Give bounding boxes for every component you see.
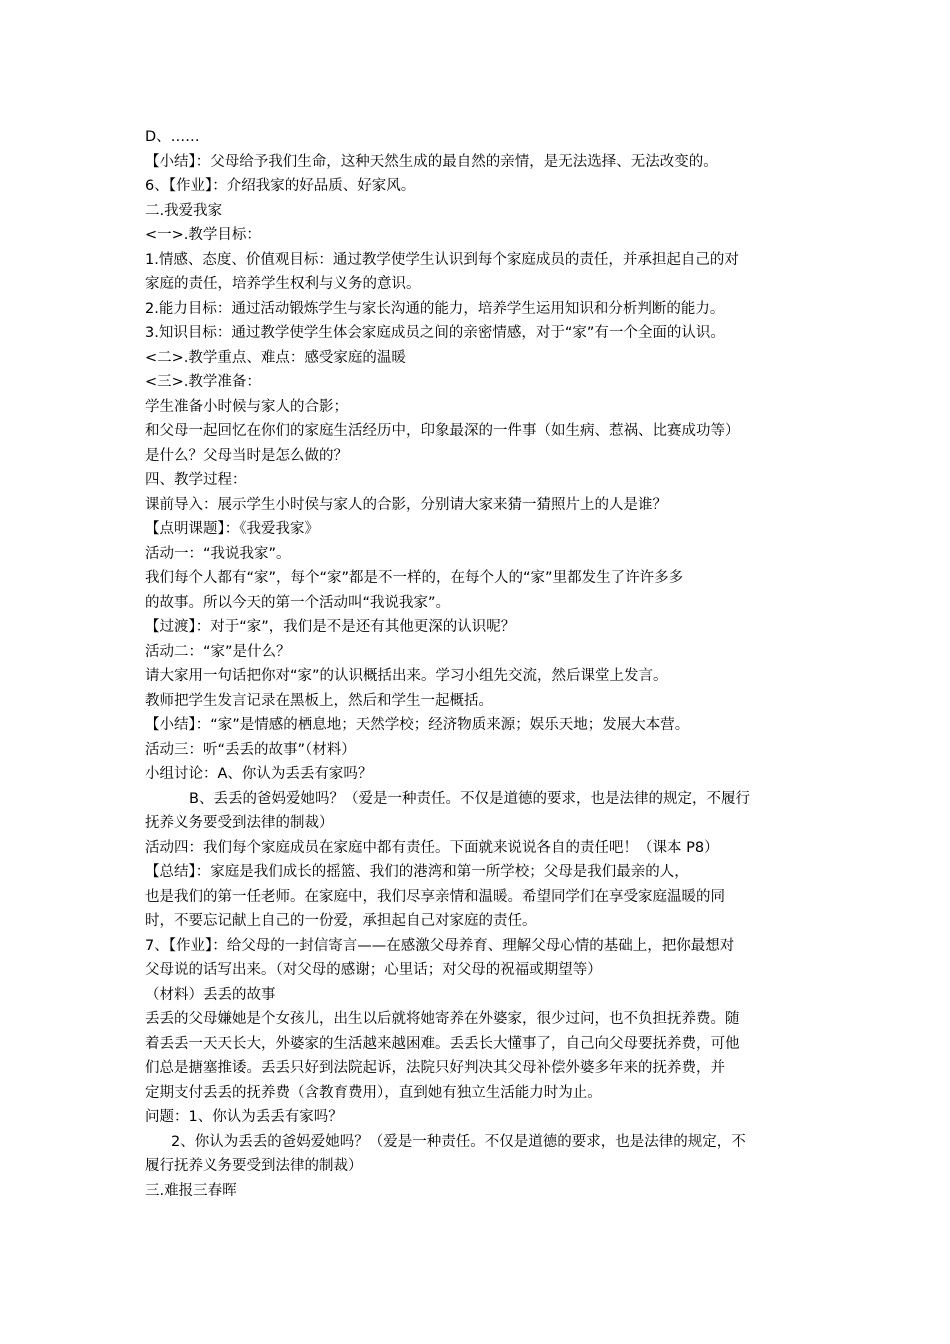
text-line: 抚养义务要受到法律的制裁） xyxy=(145,815,334,831)
section-heading: 三.难报三春晖 xyxy=(145,1182,237,1199)
text-line: 也是我们的第一任老师。在家庭中，我们尽享亲情和温暖。希望同学们在享受家庭温暖的同 xyxy=(145,888,725,905)
subsection-heading: <一>.教学目标： xyxy=(145,227,261,243)
subsection-heading: <二>.教学重点、难点：感受家庭的温暖 xyxy=(145,349,406,366)
section-heading: 二.我爱我家 xyxy=(145,202,223,219)
text-line: 家庭的责任，培养学生权利与义务的意识。 xyxy=(145,276,421,292)
text-line: 学生准备小时候与家人的合影； xyxy=(145,398,348,415)
text-line: 2.能力目标：通过活动锻炼学生与家长沟通的能力，培养学生运用知识和分析判断的能力。 xyxy=(145,300,725,317)
text-line: 1.情感、态度、价值观目标：通过教学使学生认识到每个家庭成员的责任，并承担起自己的对 xyxy=(145,251,739,268)
text-line: 时，不要忘记献上自己的一份爱，承担起自己对家庭的责任。 xyxy=(145,913,537,929)
subsection-heading: <三>.教学准备： xyxy=(145,374,261,390)
text-line: 活动三：听“丢丢的故事”（材料） xyxy=(145,741,356,758)
text-line: 履行抚养义务要受到法律的制裁） xyxy=(145,1158,363,1174)
homework-line: 7、【作业】：给父母的一封信寄言——在感激父母养育、理解父母心情的基础上，把你最想对 xyxy=(145,937,735,954)
text-line: 是什么？父母当时是怎么做的？ xyxy=(145,447,348,464)
homework-line: 6、【作业】：介绍我家的好品质、好家风。 xyxy=(145,178,416,194)
summary-line: 【小结】：父母给予我们生命，这种天然生成的最自然的亲情，是无法选择、无法改变的。 xyxy=(145,153,718,170)
text-line: 定期支付丢丢的抚养费（含教育费用），直到她有独立生活能力时为止。 xyxy=(145,1084,602,1101)
text-line: 活动四：我们每个家庭成员在家庭中都有责任。下面就来说说各自的责任吧！（课本 P8） xyxy=(145,839,719,856)
text-line: 父母说的话写出来。（对父母的感谢；心里话；对父母的祝福或期望等） xyxy=(145,962,602,978)
text-line: 着丢丢一天天长大，外婆家的生活越来越困难。丢丢长大懂事了，自己向父母要抚养费，可他 xyxy=(145,1035,740,1052)
text-line: 小组讨论：A、你认为丢丢有家吗？ xyxy=(145,766,373,782)
text-line: 问题：1、你认为丢丢有家吗？ xyxy=(145,1109,343,1125)
text-line: 教师把学生发言记录在黑板上，然后和学生一起概括。 xyxy=(145,692,493,709)
text-line: 【过渡】：对于“家”，我们是不是还有其他更深的认识呢？ xyxy=(145,619,516,635)
document-body xyxy=(145,125,820,1203)
text-line: 2、你认为丢丢的爸妈爱她吗？（爱是一种责任。不仅是道德的要求，也是法律的规定，不 xyxy=(171,1133,746,1150)
text-line: B、丢丢的爸妈爱她吗？（爱是一种责任。不仅是道德的要求，也是法律的规定，不履行 xyxy=(189,790,750,807)
text-line: 【点明课题】：《我爱我家》 xyxy=(145,521,319,537)
text-line: 课前导入：展示学生小时侯与家人的合影，分别请大家来猜一猜照片上的人是谁？ xyxy=(145,496,667,513)
text-line: 请大家用一句话把你对“家”的认识概括出来。学习小组先交流，然后课堂上发言。 xyxy=(145,668,668,684)
text-line: D、…… xyxy=(145,129,200,145)
text-line: 活动一：“我说我家”。 xyxy=(145,545,291,562)
material-heading: （材料）丢丢的故事 xyxy=(145,986,276,1003)
subsection-heading: 四、教学过程： xyxy=(145,472,247,488)
text-line: 3.知识目标：通过教学使学生体会家庭成员之间的亲密情感，对于“家”有一个全面的认识。 xyxy=(145,325,725,341)
text-line: 活动二：“家”是什么？ xyxy=(145,643,291,660)
text-line: 我们每个人都有“家”，每个“家”都是不一样的，在每个人的“家”里都发生了许许多多 xyxy=(145,570,684,586)
text-line: 和父母一起回忆在你们的家庭生活经历中，印象最深的一件事（如生病、惹祸、比赛成功等） xyxy=(145,423,740,439)
summary-line: 【小结】：“家”是情感的栖息地；天然学校；经济物质来源；娱乐天地；发展大本营。 xyxy=(145,717,690,733)
summary-line: 【总结】：家庭是我们成长的摇篮、我们的港湾和第一所学校；父母是我们最亲的人， xyxy=(145,864,689,880)
text-line: 丢丢的父母嫌她是个女孩儿，出生以后就将她寄养在外婆家，很少过问，也不负担抚养费。随 xyxy=(145,1011,740,1027)
text-line: 的故事。所以今天的第一个活动叫“我说我家”。 xyxy=(145,594,451,611)
text-line: 们总是搪塞推诿。丢丢只好到法院起诉，法院只好判决其父母补偿外婆多年来的抚养费，并 xyxy=(145,1060,725,1076)
